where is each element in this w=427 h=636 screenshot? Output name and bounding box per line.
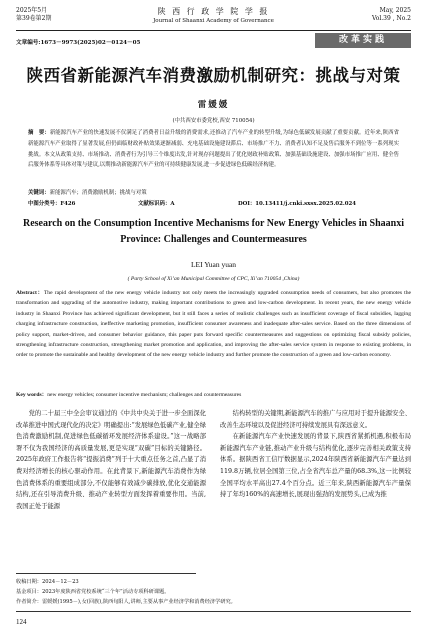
affiliation-cn: (中共西安市委党校,西安 710054)	[172, 118, 255, 124]
body-paragraph: 在新能源汽车产业快速发展的背景下,陕西省紧抓机遇,积极布局新能源汽车产业链,推动产业升级与结构优化,逐步完善相关政策支持体系。据陕西省工信厅数据显示,2024年陕西省新能源汽车产量达到119.8万辆,位居全国第三位,占全省汽车总产量的68.3%,这一比例较全国平均水平高出27.4个百分点。近三年来,陕西新能源汽车产量保持了年均160%的高速增长,展现出强劲的发展势头,已成为推	[220, 433, 411, 499]
affiliation-en: ( Party School of Xi’an Municipal Committee of CPC, Xi’an 710054 ,China)	[127, 276, 300, 282]
footer-divider	[16, 611, 411, 612]
header-left	[16, 7, 51, 23]
header-right	[372, 7, 411, 23]
doi: DOI：10.13411/j.cnki.sxsx.2025.02.024	[238, 201, 356, 207]
footnote-received: 收稿日期：2024－12－23	[16, 579, 79, 585]
author-name-en: LEI Yuan yuan	[190, 260, 237, 269]
issue-month-en: May, 2025	[379, 7, 411, 14]
clc-number: 中图分类号：F426	[28, 201, 76, 207]
abstract-en	[16, 288, 411, 361]
document-code: 文献标识码：A	[138, 201, 175, 207]
page-number: 124	[16, 618, 27, 626]
column-tag: 改革实践	[315, 33, 411, 48]
header-journal	[126, 7, 301, 25]
footnote-fund: 基金项目：2023年度陕西省党校系统“三个年”活动专项科研课题。	[16, 589, 170, 595]
keywords-cn	[28, 188, 399, 196]
keywords-en-text: new energy vehicles; consumer incentive mechanism; challenges and countermeasures	[47, 392, 242, 398]
abstract-cn	[28, 128, 399, 171]
journal-name-cn: 陕 西 行 政 学 院 学 报	[157, 7, 270, 16]
issue-volume-en: Vol.39 , No.2	[371, 15, 411, 22]
keywords-en-label: Key words：	[16, 392, 48, 398]
footnote-author: 作者简介：雷媛媛(1995－),女(回族),陕西旬阳人,讲师,主要从事产业经济学和消费经济学研究。	[16, 599, 236, 605]
footnote-divider	[16, 573, 196, 574]
article-title-en: Research on the Consumption Incentive Mechanisms for New Energy Vehicles in Shaanxi Province: Challenges and Countermeasures	[22, 218, 405, 245]
abstract-cn-label: 摘 要：	[28, 130, 50, 136]
abstract-en-text: The rapid development of the new energy vehicle industry not only meets the increasingly upgraded consumption needs of consumers, but also promotes the transformation and upgrading of the automotive industry, making important contributions to green and low-carbon development. In recent years, the new energy vehicle industry in Shaanxi Province has achieved significant development, but it still faces a series of realistic challenges such as insufficient coverage of fiscal subsidies, lagging charging infrastructure construction, ineffective marketing promotion, insufficient consumer awareness and inadequate after-sales service. Based on the three dimensions of policy support, market-driven, and consumer behavior guidance, this paper puts forward specific countermeasures and suggestions on optimizing fiscal subsidy policies, strengthening infrastructure construction, strengthening market promotion and application, and improving the after-sales service system in response to existing problems, in order to promote the sustainable and healthy development of the new energy vehicle industry and further promote the construction of a green and low-carbon economy.	[16, 290, 411, 359]
header-divider	[16, 30, 411, 31]
keywords-en	[16, 390, 411, 398]
body-paragraph: 结构转型的关键期,新能源汽车的推广与应用对于提升能源安全、改善生态环境以及促进经济可持续发展具有深远意义。	[220, 410, 411, 429]
issue-volume-cn: 第39卷第2期	[16, 15, 52, 22]
keywords-cn-label: 关键词：	[28, 190, 50, 196]
article-title-cn: 陕西省新能源汽车消费激励机制研究：挑战与对策	[26, 66, 401, 85]
keywords-cn-text: 新能源汽车；消费激励机制；挑战与对策	[49, 190, 147, 196]
journal-name-en: Journal of Shaanxi Academy of Governance	[153, 18, 274, 24]
classification-line	[28, 199, 399, 207]
body-column-left: 党的二十届三中全会审议通过的《中共中央关于进一步全面深化改革推进中国式现代化的决定》明确提出:“发展绿色低碳产业,健全绿色消费激励机制,促进绿色低碳循环发展经济体系建设。”这一战略部署不仅为我国经济的高质量发展,更是实现“双碳”目标的关键路径。2025年政府工作报告将“提振消费”列于十大重点任务之首,凸显了消费对经济增长的核心驱动作用。在此背景下,新能源汽车消费作为绿色消费体系的重要组成部分,不仅能够有效减少碳排放,优化交通能源结构,还在引导消费升级、推动产业转型方面发挥着重要作用。当前,我国正处于能源	[16, 410, 206, 510]
abstract-cn-text: 新能源汽车产业的快速发展不仅满足了消费者日益升级的消费需求,还推动了汽车产业的转型升级,为绿色低碳发展贡献了重要贡献。近年来,陕西省新能源汽车产业取得了显著发展,但仍面临财政补贴效果逐渐减弱、充电基础设施建设滞后、市场推广不力、消费者认知不足及售后服务不到位等一系列现实挑战。本文从政策支持、市场推动、消费者行为引导三个维度出发,针对现存问题提出了优化财政补贴政策、加强基础设施建设、加强市场推广应用、健全售后服务体系等具体对策与建议,以期推动新能源汽车产业的可持续健康发展,进一步促进绿色低碳经济构建。	[28, 130, 399, 169]
footnotes	[16, 577, 411, 607]
abstract-en-label: Abstract：	[16, 290, 44, 296]
body-column-right	[220, 408, 411, 501]
author-name-cn: 雷媛媛	[197, 100, 230, 110]
article-number: 文章编号:1673－9973(2025)02－0124－05	[16, 40, 141, 46]
running-header	[16, 7, 411, 29]
issue-date-cn: 2025年5月	[16, 7, 48, 14]
